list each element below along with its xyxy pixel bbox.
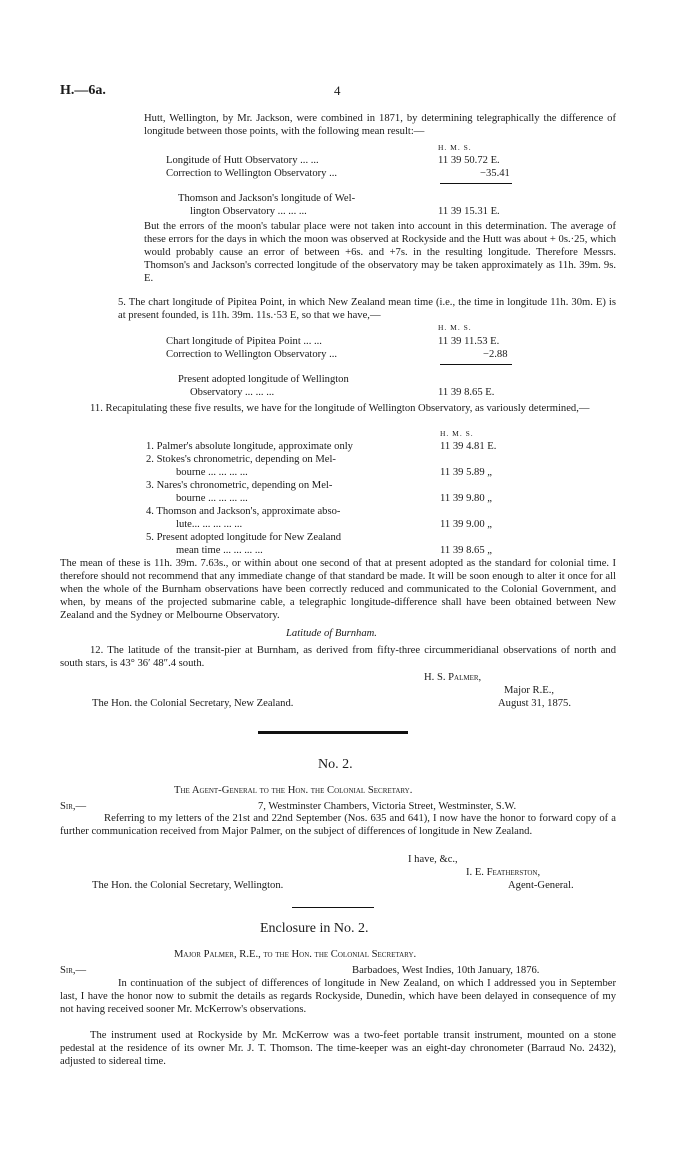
letter-body: Referring to my letters of the 21st and 22nd September (Nos. 635 and 641), I now have the honor to forward copy of a further communication received from Major Palmer, on the subject of differences of longitude in New Zealand. [60, 813, 616, 837]
hms-header: H. M. S. [438, 323, 472, 332]
paragraph-11: 11. Recapitulating these five results, we have for the longitude of Wellington Observatory, as variously determined,— [90, 403, 590, 414]
pipitea-result-label: Observatory ... ... ... [190, 387, 275, 398]
recap-item-cont: mean time ... ... ... ... [176, 545, 263, 556]
letter-number-heading: No. 2. [318, 757, 353, 772]
addressee: The Hon. the Colonial Secretary, New Zealand. [92, 698, 294, 709]
recap-item-cont: lute... ... ... ... ... [176, 519, 243, 530]
section-divider [292, 907, 374, 908]
recap-item: 5. Present adopted longitude for New Zealand [146, 532, 342, 543]
sum-rule [440, 183, 512, 184]
sender-address: 7, Westminster Chambers, Victoria Street, Westminster, S.W. [258, 801, 517, 812]
recap-item: 1. Palmer's absolute longitude, approximate only [146, 441, 353, 452]
hutt-result-label: Thomson and Jackson's longitude of Wel- [178, 193, 356, 204]
recap-item: 4. Thomson and Jackson's, approximate abso- [146, 506, 341, 517]
letter-body: The instrument used at Rockyside by Mr. McKerrow was a two-feet portable transit instrument, mounted on a stone pedestal at the residence of its owner Mr. J. T. Thomson. The time-keeper was an eight-day chronometer (Barraud No. 2432), adjusted to sidereal time. [60, 1030, 616, 1067]
hutt-row-value: −35.41 [480, 168, 510, 179]
letter-date: August 31, 1875. [498, 698, 571, 709]
document-code: H.—6a. [60, 83, 106, 98]
salutation: Sir,— [60, 965, 87, 976]
section-divider [258, 731, 408, 734]
paragraph-12: 12. The latitude of the transit-pier at Burnham, as derived from fifty-three circummeridianal observations of north and south stars, is 43° 36′ 48″.4 south. [60, 645, 616, 669]
hutt-row-label: Longitude of Hutt Observatory ... ... [166, 155, 319, 166]
paragraph-hutt: Hutt, Wellington, by Mr. Jackson, were combined in 1871, by determining telegraphically the difference of longitude between those points, with the following mean result:— [144, 113, 616, 137]
recap-item-cont: bourne ... ... ... ... [176, 467, 248, 478]
paragraph-mean: The mean of these is 11h. 39m. 7.63s., or within about one second of that at present adopted as the standard for colonial time. I therefore should not recommend that any immediate change of that standard be made. It will be soon enough to alter it once for all when the whole of the Burnham observations have been correctly reduced and communicated to the Colonial Government, and when, by means of the projected submarine cable, a telegraphic longitude-difference shall have been obtained between New Zealand and the Sydney or Melbourne Observatory. [60, 558, 616, 621]
signer-title: Major R.E., [504, 685, 555, 696]
recap-item: 2. Stokes's chronometric, depending on Mel- [146, 454, 336, 465]
recap-item-cont: bourne ... ... ... ... [176, 493, 248, 504]
hms-header: H. M. S. [438, 143, 472, 152]
recap-item: 3. Nares's chronometric, depending on Mel- [146, 480, 333, 491]
pipitea-result-value: 11 39 8.65 E. [438, 387, 495, 398]
salutation: Sir,— [60, 801, 87, 812]
latitude-heading: Latitude of Burnham. [286, 628, 377, 639]
closing: I have, &c., [408, 854, 458, 865]
hutt-result-value: 11 39 15.31 E. [438, 206, 500, 217]
recap-value: 11 39 5.89 „ [440, 467, 492, 478]
signer-title: Agent-General. [508, 880, 574, 891]
hutt-result-label: lington Observatory ... ... ... [190, 206, 307, 217]
recap-value: 11 39 4.81 E. [440, 441, 497, 452]
pipitea-row-label: Correction to Wellington Observatory ... [166, 349, 338, 360]
hutt-row-value: 11 39 50.72 E. [438, 155, 500, 166]
pipitea-result-label: Present adopted longitude of Wellington [178, 374, 349, 385]
recap-value: 11 39 8.65 „ [440, 545, 492, 556]
page-number: 4 [334, 83, 341, 98]
signer-name: H. S. Palmer, [424, 672, 482, 683]
sum-rule [440, 364, 512, 365]
paragraph-errors: But the errors of the moon's tabular place were not taken into account in this determination. The average of these errors for the days in which the moon was observed at Rockyside and the Hutt was about + 0s.·25, which would probably cause an error of between +6s. and +7s. in the resulting longitude. Therefore Messrs. Thomson's and Jackson's corrected longitude of the observatory may be taken approximately as 11h. 39m. 9s. E. [144, 221, 616, 284]
recap-value: 11 39 9.80 „ [440, 493, 492, 504]
letter-from-to: The Agent-General to the Hon. the Colonial Secretary. [174, 785, 413, 796]
pipitea-row-value: 11 39 11.53 E. [438, 336, 500, 347]
letter-body: In continuation of the subject of differences of longitude in New Zealand, on which I addressed you in September last, I have the honor now to submit the details as regards Rockyside, Dunedin, which have been delayed in consequence of my not having received sooner Mr. McKerrow's observations. [60, 978, 616, 1015]
sender-address: Barbadoes, West Indies, 10th January, 1876. [352, 965, 540, 976]
pipitea-row-value: −2.88 [483, 349, 508, 360]
addressee: The Hon. the Colonial Secretary, Wellington. [92, 880, 284, 891]
hutt-row-label: Correction to Wellington Observatory ... [166, 168, 338, 179]
hms-header: H. M. S. [440, 429, 474, 438]
signer-name: I. E. Featherston, [466, 867, 541, 878]
pipitea-row-label: Chart longitude of Pipitea Point ... ... [166, 336, 322, 347]
paragraph-5: 5. The chart longitude of Pipitea Point, in which New Zealand mean time (i.e., the time in longitude 11h. 30m. E) is at present founded, is 11h. 39m. 11s.·53 E, so that we have,— [118, 297, 616, 321]
recap-value: 11 39 9.00 „ [440, 519, 492, 530]
enclosure-heading: Enclosure in No. 2. [260, 921, 369, 936]
letter-from-to: Major Palmer, R.E., to the Hon. the Colonial Secretary. [174, 949, 417, 960]
